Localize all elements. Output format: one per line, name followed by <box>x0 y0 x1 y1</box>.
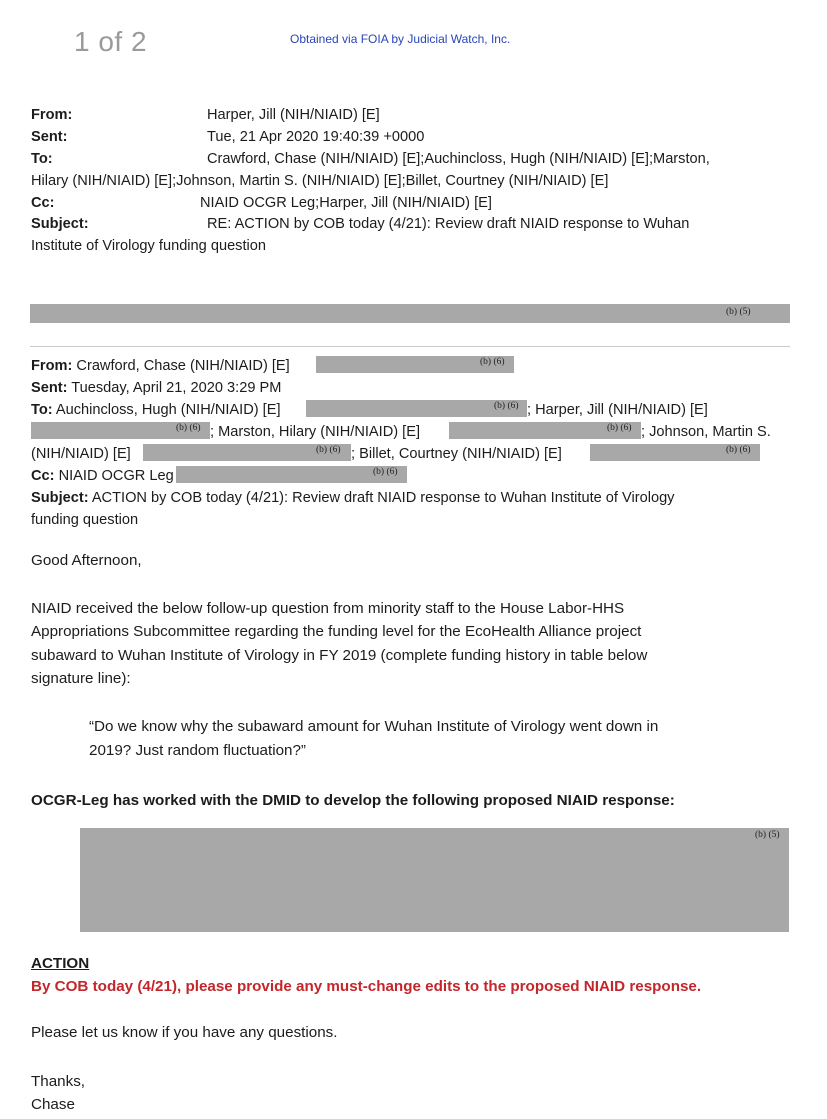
body-paragraph-line: signature line): <box>31 670 131 687</box>
redaction-code: (b) (6) <box>316 445 341 455</box>
inner-to-label: To: <box>31 402 53 418</box>
outer-from-value: Harper, Jill (NIH/NIAID) [E] <box>207 107 380 123</box>
proposal-heading: OCGR-Leg has worked with the DMID to develop the following proposed NIAID response: <box>31 792 675 809</box>
redaction-code: (b) (5) <box>726 307 751 317</box>
foia-note: Obtained via FOIA by Judicial Watch, Inc. <box>290 32 511 46</box>
closing-thanks: Thanks, <box>31 1073 86 1090</box>
outer-sent-label: Sent: <box>31 129 68 145</box>
inner-to-recipient-johnson: ; Johnson, Martin S. <box>641 424 771 440</box>
body-paragraph-line: Appropriations Subcommittee regarding the funding level for the EcoHealth Alliance project <box>31 623 642 640</box>
inner-to-recipient-billet: ; Billet, Courtney (NIH/NIAID) [E] <box>351 446 562 462</box>
inner-to-recipient-auchincloss: Auchincloss, Hugh (NIH/NIAID) [E] <box>55 402 281 418</box>
redaction-code: (b) (6) <box>494 401 519 411</box>
redaction-code: (b) (6) <box>480 357 505 367</box>
inner-subject-label: Subject: <box>31 490 89 506</box>
inner-from-value: Crawford, Chase (NIH/NIAID) [E] <box>76 358 290 374</box>
redaction-code: (b) (6) <box>726 445 751 455</box>
redaction-block-proposed-response <box>80 828 789 932</box>
redaction-code: (b) (5) <box>755 830 780 840</box>
outer-from-label: From: <box>31 107 73 123</box>
signature-name: Chase <box>31 1096 75 1113</box>
outer-to-value-line2: Hilary (NIH/NIAID) [E];Johnson, Martin S. (NIH/NIAID) [E];Billet, Courtney (NIH/NIAID) [E] <box>31 173 609 189</box>
outer-cc-value: NIAID OCGR Leg;Harper, Jill (NIH/NIAID) [E] <box>200 195 492 211</box>
action-heading: ACTION <box>31 955 90 972</box>
redaction-block-outer-body <box>30 304 790 323</box>
quoted-question-line: 2019? Just random fluctuation?” <box>89 742 306 759</box>
outer-subject-value-line2: Institute of Virology funding question <box>31 238 267 254</box>
questions-line: Please let us know if you have any questions. <box>31 1024 338 1041</box>
inner-cc-label: Cc: <box>31 468 55 484</box>
email-divider <box>30 346 790 347</box>
inner-cc-line <box>31 465 174 487</box>
body-paragraph-line: subaward to Wuhan Institute of Virology in FY 2019 (complete funding history in table below <box>31 647 648 664</box>
inner-to-recipient-johnson-cont: (NIH/NIAID) [E] <box>31 446 131 462</box>
redaction-code: (b) (6) <box>607 423 632 433</box>
redaction-code: (b) (6) <box>176 423 201 433</box>
outer-sent-value: Tue, 21 Apr 2020 19:40:39 +0000 <box>207 129 425 145</box>
inner-to-line1 <box>31 399 281 421</box>
inner-subject-line1 <box>31 487 674 509</box>
page-count: 1 of 2 <box>74 26 148 57</box>
outer-to-value-line1: Crawford, Chase (NIH/NIAID) [E];Auchincloss, Hugh (NIH/NIAID) [E];Marston, <box>207 151 710 167</box>
inner-to-recipient-marston: ; Marston, Hilary (NIH/NIAID) [E] <box>210 424 421 440</box>
inner-from-label: From: <box>31 358 73 374</box>
inner-cc-value: NIAID OCGR Leg <box>58 468 174 484</box>
action-text: By COB today (4/21), please provide any must-change edits to the proposed NIAID response. <box>31 978 702 995</box>
outer-subject-label: Subject: <box>31 216 89 232</box>
inner-sent-value: Tuesday, April 21, 2020 3:29 PM <box>71 380 282 396</box>
inner-subject-value-line2: funding question <box>31 512 139 528</box>
outer-cc-label: Cc: <box>31 195 55 211</box>
body-paragraph-line: NIAID received the below follow-up question from minority staff to the House Labor-HHS <box>31 600 625 617</box>
outer-to-label: To: <box>31 151 53 167</box>
inner-from-line <box>31 355 290 377</box>
inner-to-recipient-harper: ; Harper, Jill (NIH/NIAID) [E] <box>527 402 708 418</box>
inner-subject-value-line1: ACTION by COB today (4/21): Review draft NIAID response to Wuhan Institute of Virology <box>91 490 675 506</box>
inner-sent-line <box>31 377 281 399</box>
outer-subject-value-line1: RE: ACTION by COB today (4/21): Review draft NIAID response to Wuhan <box>207 216 690 232</box>
greeting: Good Afternoon, <box>31 552 142 569</box>
quoted-question-line: “Do we know why the subaward amount for Wuhan Institute of Virology went down in <box>89 718 659 735</box>
inner-sent-label: Sent: <box>31 380 68 396</box>
redaction-code: (b) (6) <box>373 467 398 477</box>
